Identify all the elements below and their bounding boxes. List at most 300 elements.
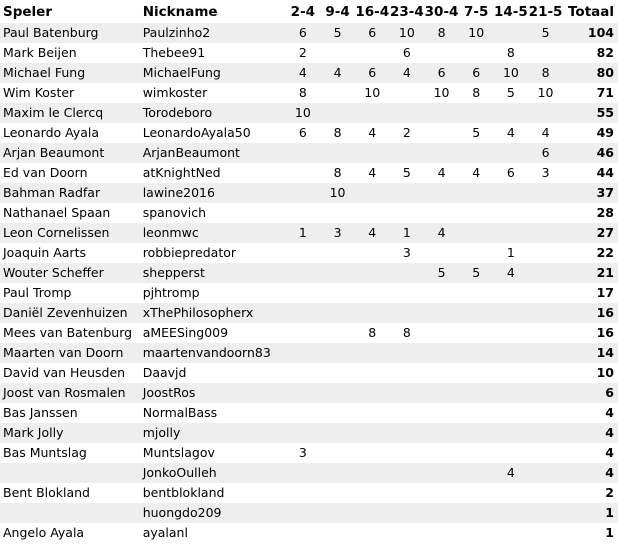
cell-totaal: 44 <box>596 165 614 180</box>
cell-round-score <box>390 263 425 283</box>
cell-round-score <box>528 423 563 443</box>
cell-nickname: Paulzinho2 <box>142 25 211 40</box>
cell-round-score <box>459 223 494 243</box>
cell-round-score: 4 <box>333 65 342 80</box>
header-round-30-4: 30-4 <box>424 4 459 20</box>
cell-round-score <box>320 483 355 503</box>
cell-round-score: 8 <box>333 165 342 180</box>
cell-round-score: 10 <box>294 105 311 120</box>
cell-round-score <box>355 263 390 283</box>
cell-round-score: 8 <box>437 25 446 40</box>
cell-round-score <box>286 363 321 383</box>
cell-round-score <box>459 143 494 163</box>
cell-round-score <box>494 203 529 223</box>
cell-round-score <box>390 403 425 423</box>
cell-round-score <box>355 403 390 423</box>
cell-round-score <box>494 23 529 43</box>
cell-round-score <box>390 283 425 303</box>
cell-round-score <box>528 463 563 483</box>
header-speler: Speler <box>3 4 52 20</box>
cell-round-score <box>459 243 494 263</box>
cell-round-score: 5 <box>402 165 411 180</box>
cell-round-score: 4 <box>541 125 550 140</box>
cell-speler: Leon Cornelissen <box>3 225 110 240</box>
cell-round-score <box>424 503 459 523</box>
cell-round-score <box>286 483 321 503</box>
cell-round-score <box>390 503 425 523</box>
cell-speler: Michael Fung <box>3 65 86 80</box>
cell-round-score <box>528 443 563 463</box>
cell-round-score <box>424 283 459 303</box>
cell-round-score <box>286 183 321 203</box>
cell-round-score <box>390 363 425 383</box>
cell-round-score <box>424 423 459 443</box>
cell-totaal: 27 <box>596 225 614 240</box>
cell-nickname: lawine2016 <box>142 185 215 200</box>
cell-nickname: leonmwc <box>142 225 199 240</box>
table-row <box>0 323 618 343</box>
cell-round-score: 10 <box>398 25 415 40</box>
cell-round-score: 1 <box>506 245 515 260</box>
cell-speler: David van Heusden <box>3 365 126 380</box>
cell-speler: Daniël Zevenhuizen <box>3 305 128 320</box>
header-nickname: Nickname <box>142 4 218 20</box>
cell-round-score <box>494 483 529 503</box>
cell-speler: Paul Tromp <box>3 285 72 300</box>
cell-round-score <box>494 103 529 123</box>
cell-round-score <box>355 443 390 463</box>
header-totaal: Totaal <box>568 4 614 20</box>
cell-round-score <box>355 43 390 63</box>
cell-round-score <box>459 463 494 483</box>
cell-speler: Maarten van Doorn <box>3 345 124 360</box>
cell-nickname: LeonardoAyala50 <box>142 125 251 140</box>
cell-round-score: 10 <box>329 185 346 200</box>
cell-totaal: 22 <box>596 245 614 260</box>
cell-nickname: JoostRos <box>142 385 196 400</box>
cell-round-score <box>459 203 494 223</box>
cell-nickname: shepperst <box>142 265 205 280</box>
cell-round-score <box>320 403 355 423</box>
header-round-16-4: 16-4 <box>355 4 390 20</box>
cell-round-score: 10 <box>537 85 554 100</box>
cell-round-score <box>286 423 321 443</box>
cell-round-score <box>459 303 494 323</box>
cell-round-score: 3 <box>541 165 550 180</box>
cell-totaal: 4 <box>605 425 614 440</box>
cell-round-score <box>355 203 390 223</box>
header-round-14-5: 14-5 <box>494 4 528 20</box>
cell-round-score: 2 <box>402 125 411 140</box>
cell-round-score: 5 <box>472 125 481 140</box>
cell-speler: Joaquin Aarts <box>3 245 86 260</box>
cell-round-score <box>355 523 390 543</box>
cell-nickname: Torodeboro <box>142 105 213 120</box>
cell-nickname: MichaelFung <box>142 65 221 80</box>
cell-round-score <box>528 43 563 63</box>
cell-round-score <box>459 343 494 363</box>
cell-round-score: 6 <box>368 65 377 80</box>
cell-round-score <box>320 323 355 343</box>
cell-round-score <box>528 403 563 423</box>
table-row <box>0 183 618 203</box>
cell-round-score <box>494 223 529 243</box>
cell-round-score <box>286 403 321 423</box>
cell-round-score <box>424 183 459 203</box>
cell-round-score <box>424 343 459 363</box>
cell-totaal: 28 <box>596 205 614 220</box>
cell-round-score: 5 <box>506 85 515 100</box>
cell-round-score <box>494 423 529 443</box>
table-row <box>0 163 618 183</box>
cell-round-score <box>320 243 355 263</box>
cell-speler: Bas Janssen <box>3 405 78 420</box>
cell-round-score: 8 <box>298 85 307 100</box>
cell-nickname: ayalanl <box>142 525 188 540</box>
table-row <box>0 503 618 523</box>
cell-round-score <box>390 183 425 203</box>
cell-round-score <box>320 503 355 523</box>
cell-round-score <box>424 383 459 403</box>
cell-round-score <box>320 303 355 323</box>
cell-totaal: 1 <box>605 525 614 540</box>
cell-round-score <box>286 523 321 543</box>
cell-totaal: 4 <box>605 405 614 420</box>
cell-round-score: 8 <box>368 325 377 340</box>
cell-speler: Angelo Ayala <box>3 525 85 540</box>
cell-speler: Bent Blokland <box>3 485 90 500</box>
cell-nickname: huongdo209 <box>142 505 222 520</box>
cell-round-score <box>355 383 390 403</box>
cell-nickname: Muntslagov <box>142 445 215 460</box>
table-row <box>0 43 618 63</box>
cell-speler: Joost van Rosmalen <box>3 385 126 400</box>
cell-round-score: 6 <box>402 45 411 60</box>
cell-round-score <box>286 343 321 363</box>
cell-round-score <box>355 103 390 123</box>
cell-round-score: 8 <box>541 65 550 80</box>
cell-nickname: ArjanBeaumont <box>142 145 240 160</box>
table-row <box>0 143 618 163</box>
cell-totaal: 55 <box>596 105 614 120</box>
table-row <box>0 383 618 403</box>
cell-round-score <box>390 203 425 223</box>
cell-round-score <box>355 183 390 203</box>
table-row <box>0 483 618 503</box>
table-body <box>0 23 618 543</box>
cell-round-score <box>286 143 321 163</box>
cell-round-score: 6 <box>437 65 446 80</box>
cell-round-score <box>528 303 563 323</box>
cell-round-score <box>424 103 459 123</box>
cell-round-score <box>528 343 563 363</box>
cell-round-score: 4 <box>472 165 481 180</box>
cell-speler: Wim Koster <box>3 85 75 100</box>
cell-round-score <box>424 443 459 463</box>
cell-nickname: spanovich <box>142 205 207 220</box>
cell-round-score <box>424 323 459 343</box>
cell-round-score <box>424 143 459 163</box>
cell-speler: Mees van Batenburg <box>3 325 133 340</box>
cell-totaal: 49 <box>596 125 614 140</box>
cell-round-score <box>424 123 459 143</box>
cell-round-score <box>390 83 425 103</box>
cell-nickname: pjhtromp <box>142 285 200 300</box>
cell-round-score: 10 <box>433 85 450 100</box>
cell-round-score <box>355 463 390 483</box>
header-round-21-5: 21-5 <box>528 4 563 20</box>
cell-round-score: 3 <box>298 445 307 460</box>
cell-round-score <box>424 243 459 263</box>
cell-round-score: 6 <box>298 25 307 40</box>
cell-round-score <box>355 343 390 363</box>
cell-nickname: robbiepredator <box>142 245 237 260</box>
cell-speler: Bahman Radfar <box>3 185 101 200</box>
cell-round-score <box>355 243 390 263</box>
table-row <box>0 363 618 383</box>
cell-totaal: 4 <box>605 465 614 480</box>
cell-round-score: 4 <box>402 65 411 80</box>
cell-totaal: 104 <box>587 25 614 40</box>
cell-totaal: 2 <box>605 485 614 500</box>
cell-nickname: Thebee91 <box>142 45 206 60</box>
cell-round-score <box>459 103 494 123</box>
cell-round-score: 4 <box>368 225 377 240</box>
cell-round-score <box>494 183 529 203</box>
cell-round-score: 3 <box>333 225 342 240</box>
cell-round-score <box>494 403 529 423</box>
cell-speler <box>0 503 140 523</box>
cell-round-score <box>494 143 529 163</box>
cell-round-score <box>320 83 355 103</box>
cell-round-score: 10 <box>364 85 381 100</box>
cell-round-score <box>320 363 355 383</box>
header-round-9-4: 9-4 <box>325 4 350 20</box>
cell-nickname: mjolly <box>142 425 181 440</box>
cell-round-score: 4 <box>506 265 515 280</box>
table-row <box>0 343 618 363</box>
cell-round-score <box>286 203 321 223</box>
cell-speler: Mark Jolly <box>3 425 64 440</box>
cell-round-score <box>424 303 459 323</box>
cell-round-score <box>286 303 321 323</box>
cell-round-score <box>459 443 494 463</box>
cell-speler: Ed van Doorn <box>3 165 88 180</box>
cell-nickname: bentblokland <box>142 485 225 500</box>
cell-round-score <box>390 523 425 543</box>
cell-nickname: aMEESing009 <box>142 325 229 340</box>
cell-nickname: atKnightNed <box>142 165 221 180</box>
cell-round-score <box>494 503 529 523</box>
cell-round-score <box>528 183 563 203</box>
cell-round-score <box>355 363 390 383</box>
cell-round-score <box>390 483 425 503</box>
cell-round-score <box>320 143 355 163</box>
cell-round-score: 2 <box>298 45 307 60</box>
cell-round-score <box>424 483 459 503</box>
cell-round-score <box>494 363 529 383</box>
cell-round-score <box>286 263 321 283</box>
table-row <box>0 523 618 543</box>
cell-nickname: JonkoOulleh <box>142 465 217 480</box>
cell-round-score <box>494 283 529 303</box>
cell-round-score <box>286 463 321 483</box>
cell-round-score <box>390 383 425 403</box>
cell-round-score <box>320 203 355 223</box>
cell-round-score <box>320 43 355 63</box>
table-header-row <box>0 2 618 23</box>
cell-round-score <box>459 423 494 443</box>
table-row <box>0 123 618 143</box>
cell-totaal: 71 <box>596 85 614 100</box>
cell-speler: Paul Batenburg <box>3 25 99 40</box>
cell-round-score: 6 <box>368 25 377 40</box>
cell-round-score <box>459 283 494 303</box>
cell-totaal: 10 <box>596 365 614 380</box>
table-row <box>0 463 618 483</box>
cell-speler: Leonardo Ayala <box>3 125 100 140</box>
cell-round-score <box>390 143 425 163</box>
cell-round-score: 8 <box>506 45 515 60</box>
cell-speler <box>0 463 140 483</box>
cell-totaal: 16 <box>596 305 614 320</box>
cell-round-score <box>459 363 494 383</box>
cell-totaal: 37 <box>596 185 614 200</box>
cell-round-score <box>528 203 563 223</box>
cell-round-score <box>355 303 390 323</box>
cell-round-score <box>320 463 355 483</box>
cell-round-score <box>528 323 563 343</box>
cell-round-score <box>494 343 529 363</box>
cell-round-score <box>459 523 494 543</box>
cell-round-score <box>355 283 390 303</box>
cell-round-score: 6 <box>472 65 481 80</box>
cell-round-score <box>355 483 390 503</box>
cell-totaal: 21 <box>596 265 614 280</box>
cell-round-score: 6 <box>541 145 550 160</box>
cell-round-score: 4 <box>368 165 377 180</box>
cell-round-score <box>390 343 425 363</box>
cell-round-score: 6 <box>298 125 307 140</box>
cell-round-score <box>320 283 355 303</box>
cell-round-score <box>528 363 563 383</box>
cell-round-score <box>424 403 459 423</box>
cell-totaal: 82 <box>596 45 614 60</box>
cell-round-score <box>424 363 459 383</box>
header-round-23-4: 23-4 <box>389 4 424 20</box>
cell-round-score <box>355 143 390 163</box>
cell-speler: Mark Beijen <box>3 45 77 60</box>
cell-round-score: 8 <box>402 325 411 340</box>
cell-round-score <box>528 383 563 403</box>
cell-round-score <box>355 423 390 443</box>
table-row <box>0 243 618 263</box>
cell-totaal: 80 <box>596 65 614 80</box>
cell-round-score <box>459 183 494 203</box>
cell-nickname: xThePhilosopherx <box>142 305 254 320</box>
table-row <box>0 223 618 243</box>
cell-round-score <box>459 43 494 63</box>
cell-round-score <box>424 43 459 63</box>
cell-round-score <box>390 463 425 483</box>
cell-round-score <box>390 443 425 463</box>
cell-round-score <box>528 243 563 263</box>
header-round-2-4: 2-4 <box>290 4 316 20</box>
cell-round-score <box>390 303 425 323</box>
cell-nickname: Daavjd <box>142 365 187 380</box>
cell-round-score <box>459 403 494 423</box>
cell-round-score: 4 <box>368 125 377 140</box>
cell-round-score <box>424 523 459 543</box>
cell-round-score <box>320 263 355 283</box>
cell-round-score: 3 <box>402 245 411 260</box>
cell-round-score: 8 <box>333 125 342 140</box>
table-row <box>0 63 618 83</box>
cell-round-score <box>494 303 529 323</box>
cell-nickname: maartenvandoorn83 <box>142 345 271 360</box>
cell-round-score: 10 <box>502 65 519 80</box>
cell-round-score: 4 <box>298 65 307 80</box>
cell-round-score <box>424 463 459 483</box>
table-row <box>0 203 618 223</box>
cell-round-score: 1 <box>402 225 411 240</box>
cell-round-score <box>494 523 529 543</box>
cell-round-score <box>320 103 355 123</box>
cell-round-score <box>320 423 355 443</box>
cell-totaal: 17 <box>596 285 614 300</box>
cell-round-score: 5 <box>437 265 446 280</box>
cell-round-score <box>286 163 321 183</box>
table-row <box>0 23 618 43</box>
cell-round-score <box>320 523 355 543</box>
cell-round-score <box>528 503 563 523</box>
cell-round-score <box>459 483 494 503</box>
cell-nickname: wimkoster <box>142 85 208 100</box>
table-row <box>0 303 618 323</box>
cell-round-score <box>528 103 563 123</box>
cell-round-score <box>459 383 494 403</box>
cell-round-score <box>286 283 321 303</box>
cell-round-score <box>320 343 355 363</box>
cell-round-score <box>528 523 563 543</box>
cell-round-score <box>390 103 425 123</box>
cell-speler: Bas Muntslag <box>3 445 87 460</box>
cell-round-score <box>528 483 563 503</box>
cell-round-score <box>528 263 563 283</box>
cell-round-score <box>320 383 355 403</box>
cell-speler: Maxim le Clercq <box>3 105 104 120</box>
table-row <box>0 83 618 103</box>
table-row <box>0 103 618 123</box>
cell-round-score: 4 <box>506 125 515 140</box>
cell-round-score: 5 <box>541 25 550 40</box>
cell-round-score <box>286 383 321 403</box>
standings-table <box>0 2 618 543</box>
cell-round-score <box>320 443 355 463</box>
cell-totaal: 16 <box>596 325 614 340</box>
table-row <box>0 403 618 423</box>
cell-round-score <box>424 203 459 223</box>
cell-round-score <box>286 323 321 343</box>
cell-round-score: 8 <box>472 85 481 100</box>
cell-speler: Nathanael Spaan <box>3 205 111 220</box>
cell-round-score <box>494 443 529 463</box>
cell-totaal: 6 <box>605 385 614 400</box>
cell-round-score: 1 <box>298 225 307 240</box>
cell-round-score <box>390 423 425 443</box>
cell-speler: Wouter Scheffer <box>3 265 104 280</box>
cell-round-score <box>286 243 321 263</box>
